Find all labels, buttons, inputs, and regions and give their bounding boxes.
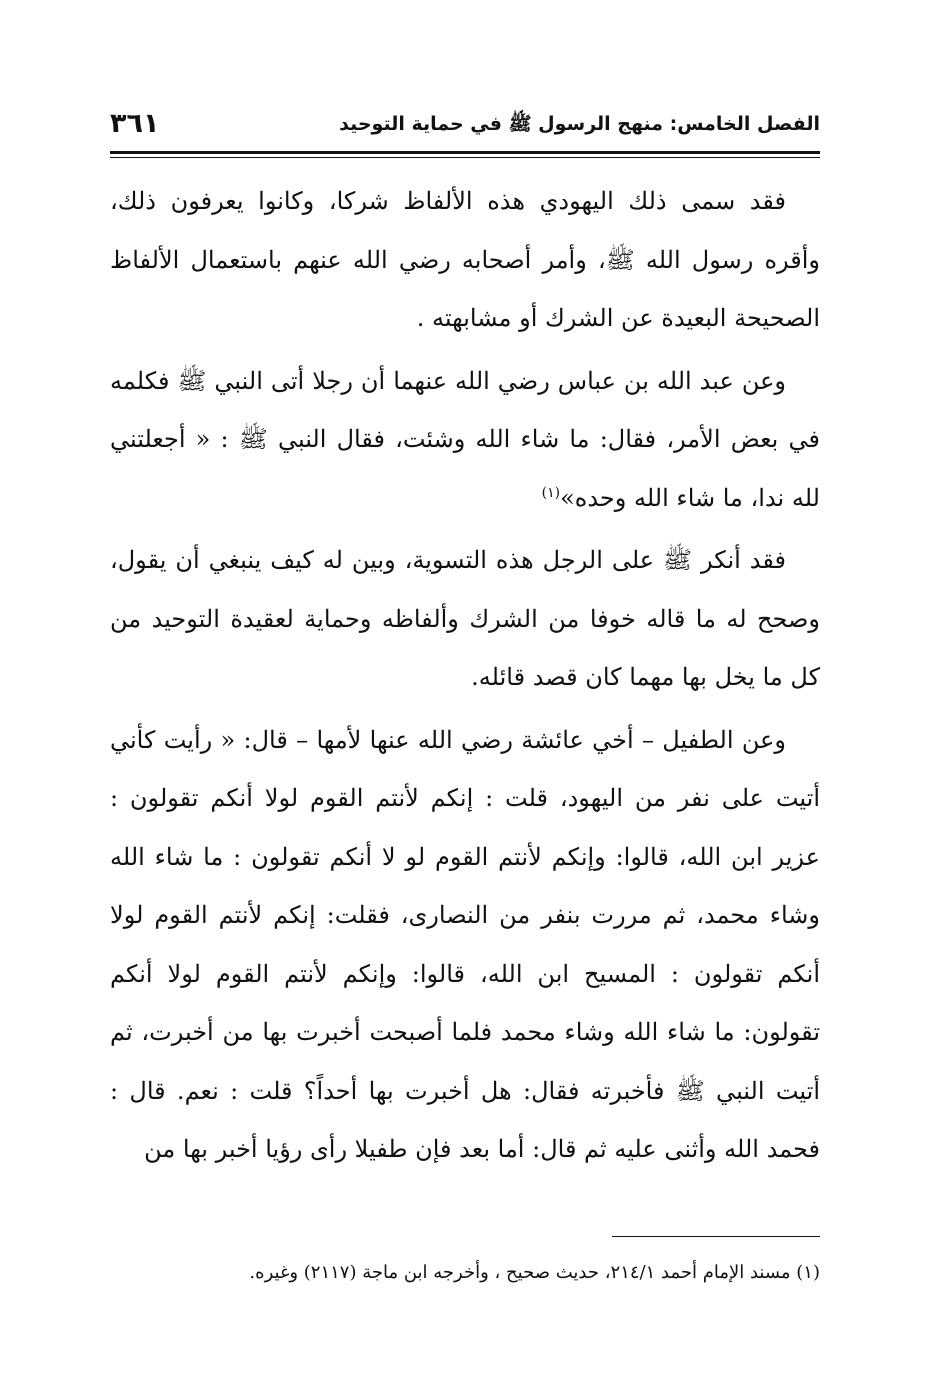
footnote-reference: (١) (541, 484, 561, 501)
header-rule-thick (110, 151, 820, 154)
page-header (110, 108, 820, 150)
paragraph-text: وعن عبد الله بن عباس رضي الله عنهما أن رجلا أتى النبي ﷺ فكلمه في بعض الأمر، فقال: ما شاء الله وشئت، فقال النبي ﷺ : « أجعلتني لله ندا، ما شاء الله وحده» (110, 366, 820, 512)
paragraph: فقد سمى ذلك اليهودي هذه الألفاظ شركا، وكانوا يعرفون ذلك، وأقره رسول الله ﷺ، وأمر أصحابه رضي الله عنهم باستعمال الألفاظ الصحيحة البعيدة عن الشرك أو مشابهته . (110, 187, 820, 332)
running-title: الفصل الخامس: منهج الرسول ﷺ في حماية التوحيد (339, 113, 820, 135)
page-number: ٣٦١ (110, 108, 160, 139)
paragraph (110, 352, 820, 528)
paragraph: وعن الطفيل – أخي عائشة رضي الله عنها لأمها – قال: « رأيت كأني أتيت على نفر من اليهود، قلت : إنكم لأنتم القوم لولا أنكم تقولون : عزير ابن الله، قالوا: وإنكم لأنتم القوم لو لا أنكم تقولون : ما شاء الله وشاء محمد، ثم مررت بنفر من النصارى، فقلت: إنكم لأنتم القوم لولا أنكم تقولون : المسيح ابن الله، قالوا: وإنكم لأنتم القوم لولا أنكم تقولون: ما شاء الله وشاء محمد فلما أصبحت أخبرت بها من أخبرت، ثم أتيت النبي ﷺ فأخبرته فقال: هل أخبرت بها أحداً؟ قلت : نعم. قال : فحمد الله وأثنى عليه ثم قال: أما بعد فإن طفيلا رأى رؤيا أخبر بها من (110, 725, 821, 1163)
paragraph: فقد أنكر ﷺ على الرجل هذه التسوية، وبين له كيف ينبغي أن يقول، وصحح له ما قاله خوفا من الشرك وألفاظه وحماية لعقيدة التوحيد من كل ما يخل بها مهما كان قصد قائله. (110, 546, 820, 691)
header-rule-thin (110, 157, 820, 158)
body-text (110, 172, 820, 1183)
footnote-separator (612, 1236, 820, 1237)
footnote: (١) مسند الإمام أحمد ٢١٤/١، حديث صحيح ، وأخرجه ابن ماجة (٢١١٧) وغيره. (249, 1262, 820, 1283)
